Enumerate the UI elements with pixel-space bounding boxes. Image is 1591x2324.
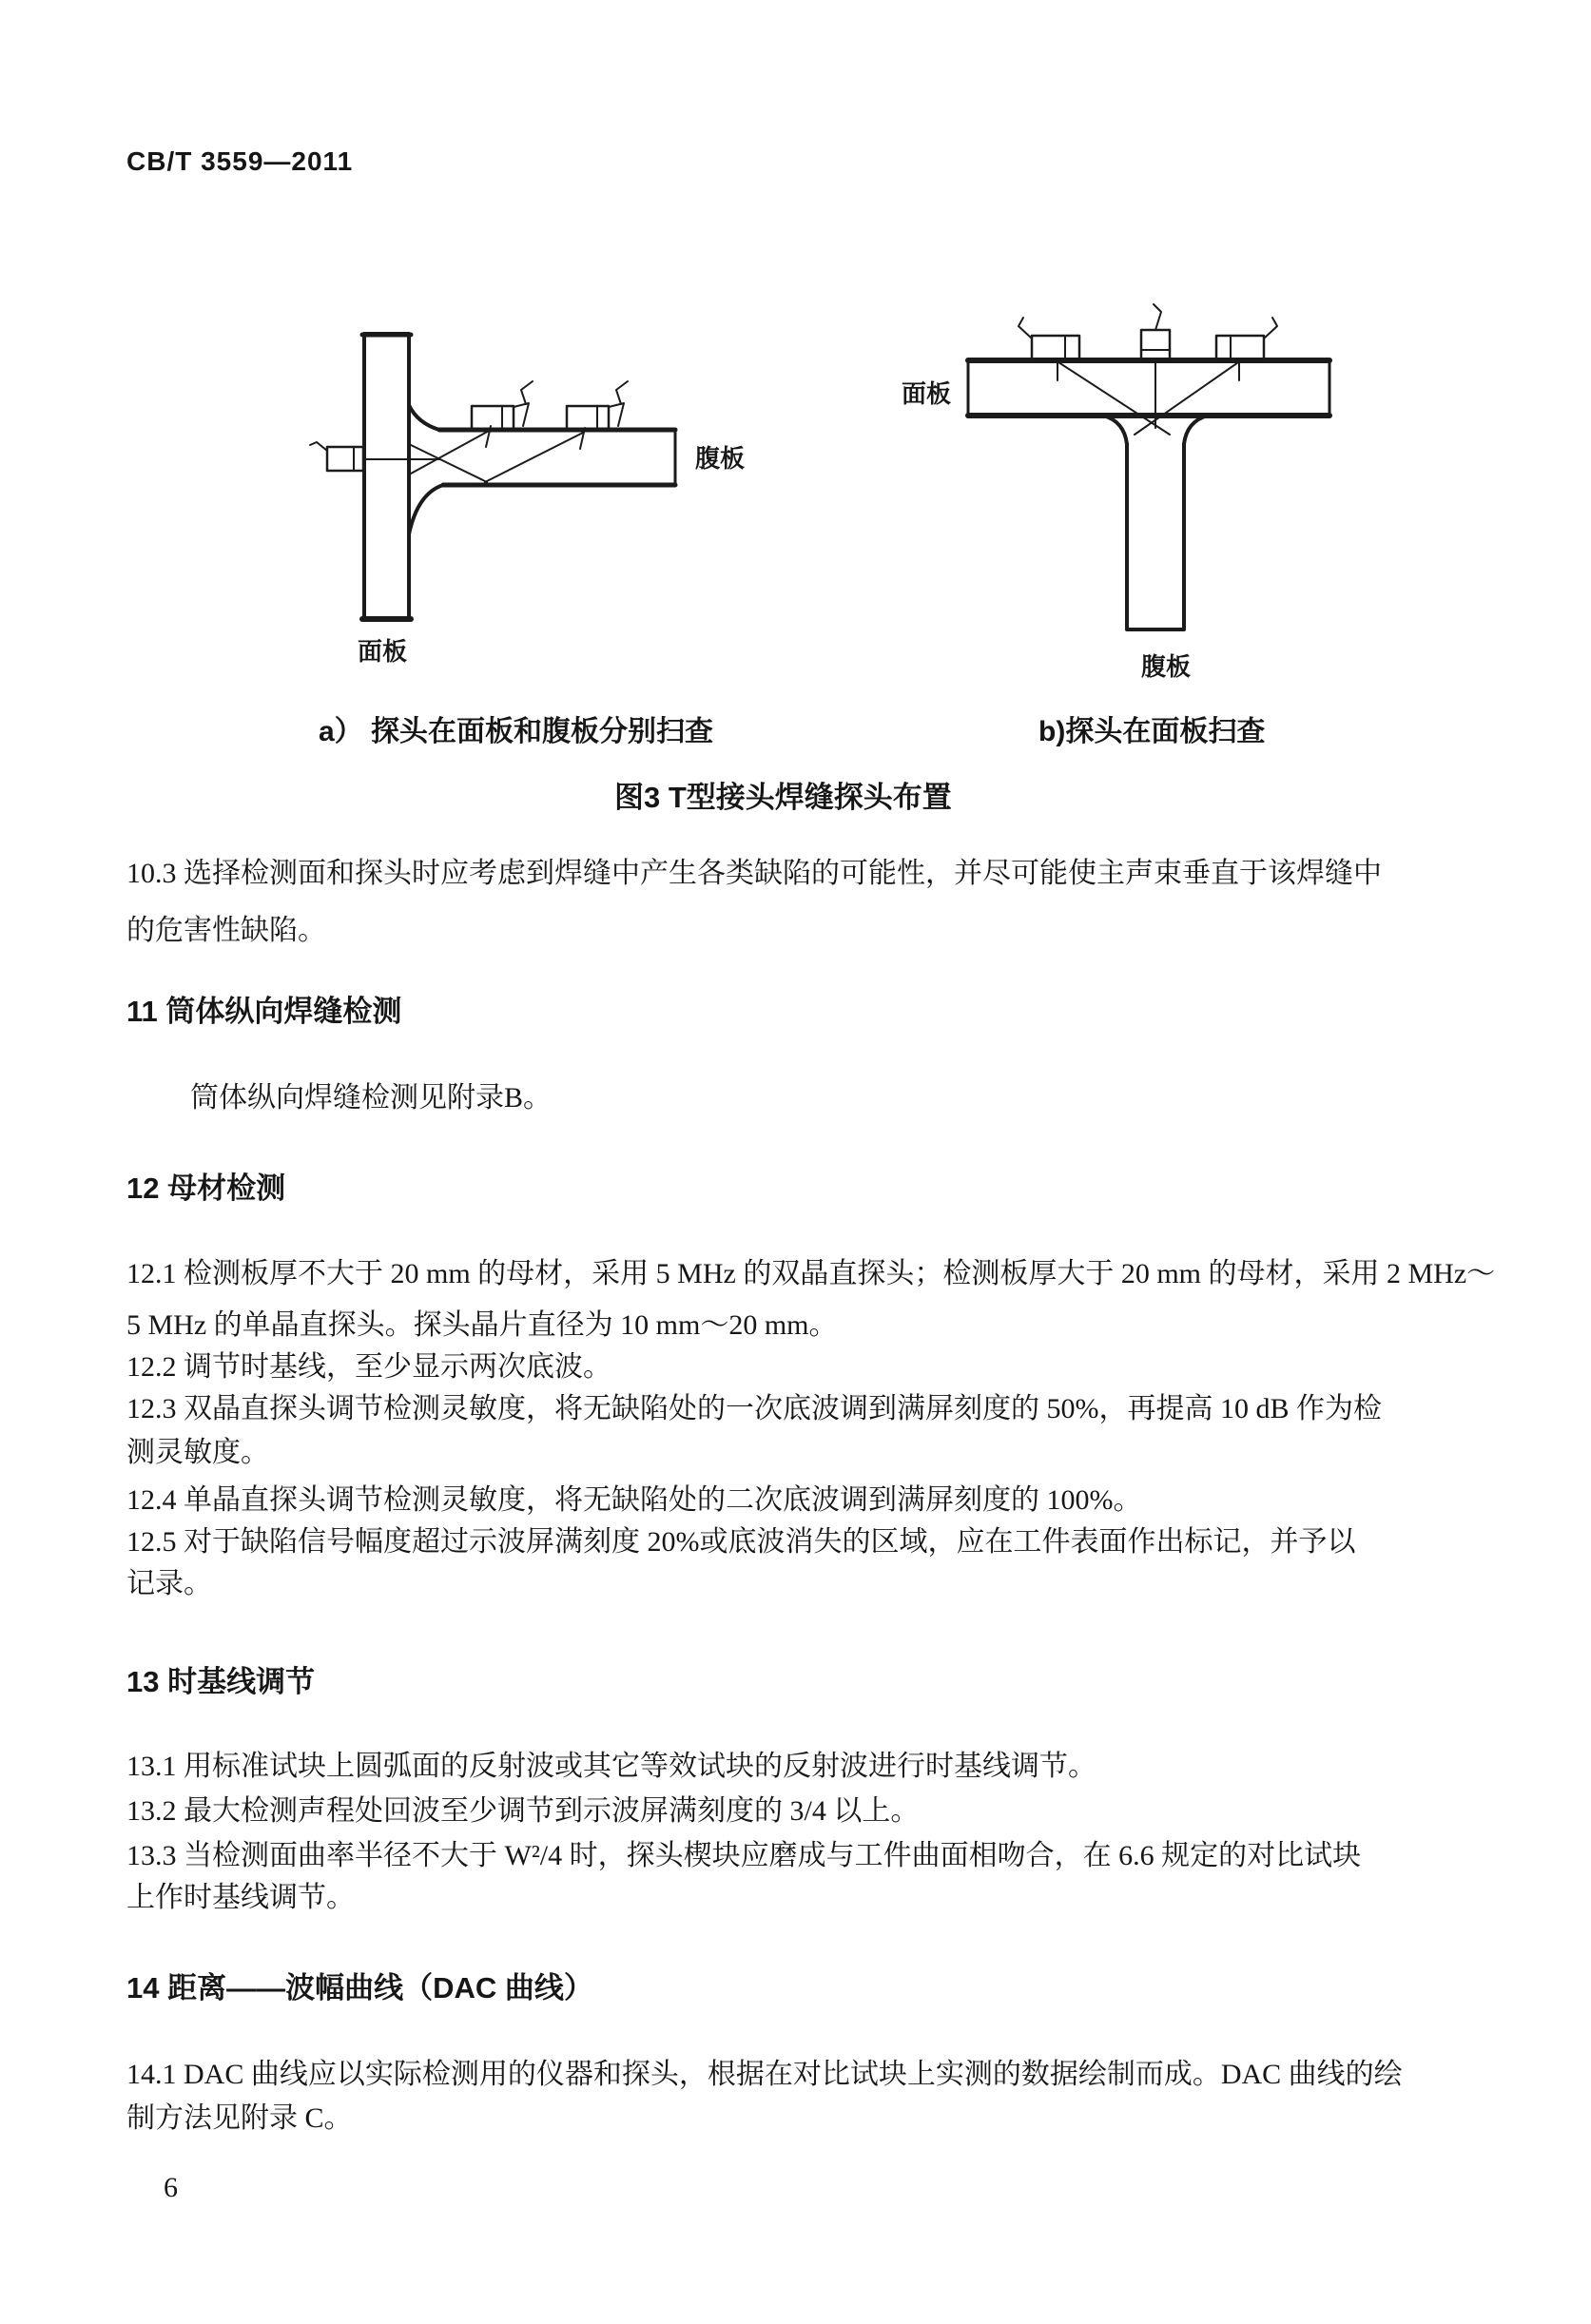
- web-plate: [1127, 444, 1184, 629]
- section-11-heading: 11 筒体纵向焊缝检测: [126, 995, 402, 1028]
- section-13-heading: 13 时基线调节: [126, 1665, 316, 1698]
- page-number: 6: [164, 2172, 178, 2203]
- straight-probe-center: [1141, 304, 1170, 360]
- web-plate-label: 腹板: [695, 444, 746, 473]
- clause-12-1-line1: 12.1 检测板厚不大于 20 mm 的母材，采用 5 MHz 的双晶直探头；检测板厚大于 20 mm 的母材，采用 2 MHz～: [126, 1258, 1496, 1289]
- figure-title: 图3 T型接头焊缝探头布置: [614, 781, 952, 814]
- clause-10-3-line1: 10.3 选择检测面和探头时应考虑到焊缝中产生各类缺陷的可能性，并尽可能使主声束垂直于该焊缝中: [126, 858, 1382, 889]
- clause-12-3-line2: 测灵敏度。: [126, 1437, 269, 1468]
- clause-13-2: 13.2 最大检测声程处回波至少调节到示波屏满刻度的 3/4 以上。: [126, 1795, 920, 1827]
- clause-13-1: 13.1 用标准试块上圆弧面的反射波或其它等效试块的反射波进行时基线调节。: [126, 1751, 1096, 1782]
- probe-cable: [1154, 304, 1161, 330]
- weld-fillet-right: [1184, 416, 1208, 444]
- web-plate-label: 腹板: [1141, 652, 1192, 681]
- probe-cable: [521, 381, 533, 404]
- clause-13-3-line1: 13.3 当检测面曲率半径不大于 W²/4 时，探头楔块应磨成与工件曲面相吻合，在 6.6 规定的对比试块: [126, 1840, 1362, 1871]
- clause-12-2: 12.2 调节时基线，至少显示两次底波。: [126, 1351, 611, 1383]
- document-number-header: CB/T 3559—2011: [126, 146, 354, 176]
- beam-paths: [363, 426, 585, 482]
- clause-14-1-line2: 制方法见附录 C。: [126, 2102, 353, 2134]
- clause-13-3-line2: 上作时基线调节。: [126, 1882, 355, 1913]
- clause-12-1-line2: 5 MHz 的单晶直探头。探头晶片直径为 10 mm～20 mm。: [126, 1309, 838, 1341]
- weld-fillet-bottom: [409, 485, 443, 534]
- section-11-body: 筒体纵向焊缝检测见附录B。: [190, 1082, 553, 1114]
- section-12-heading: 12 母材检测: [126, 1172, 286, 1205]
- diagram-b-caption: b)探头在面板扫查: [1038, 716, 1266, 747]
- clause-14-1-line1: 14.1 DAC 曲线应以实际检测用的仪器和探头，根据在对比试块上实测的数据绘制而成。DAC 曲线的绘: [126, 2059, 1403, 2090]
- angle-probe-2: [567, 381, 628, 430]
- probe-cable: [616, 381, 628, 404]
- clause-12-5-line1: 12.5 对于缺陷信号幅度超过示波屏满刻度 20%或底波消失的区域，应在工件表面作出标记，并予以: [126, 1526, 1356, 1558]
- probe-cable: [1019, 318, 1032, 339]
- straight-probe: [310, 442, 363, 471]
- probe-cable: [310, 442, 327, 451]
- beam-paths: [1056, 360, 1241, 435]
- diagram-a-caption: a） 探头在面板和腹板分别扫查: [319, 716, 714, 747]
- angle-probe-1: [472, 381, 533, 430]
- face-plate: [364, 334, 409, 620]
- weld-fillet-top: [409, 405, 439, 430]
- diagram-b-tjoint-scan: [884, 295, 1350, 694]
- clause-12-4: 12.4 单晶直探头调节检测灵敏度，将无缺陷处的二次底波调到满屏刻度的 100%。: [126, 1484, 1142, 1516]
- face-plate-label: 面板: [902, 379, 952, 408]
- section-14-heading: 14 距离——波幅曲线（DAC 曲线）: [126, 1971, 593, 2004]
- clause-10-3-line2: 的危害性缺陷。: [126, 915, 326, 946]
- weld-fillet-left: [1103, 416, 1127, 444]
- diagram-a-tjoint-scan: [304, 323, 761, 675]
- probe-cable: [1264, 318, 1277, 339]
- clause-12-3-line1: 12.3 双晶直探头调节检测灵敏度，将无缺陷处的一次底波调到满屏刻度的 50%，再提高 10 dB 作为检: [126, 1393, 1382, 1424]
- face-plate-label: 面板: [358, 637, 408, 666]
- face-plate: [968, 360, 1329, 416]
- clause-12-5-line2: 记录。: [126, 1568, 212, 1599]
- angle-probe-right: [1216, 318, 1277, 360]
- angle-probe-left: [1019, 318, 1079, 360]
